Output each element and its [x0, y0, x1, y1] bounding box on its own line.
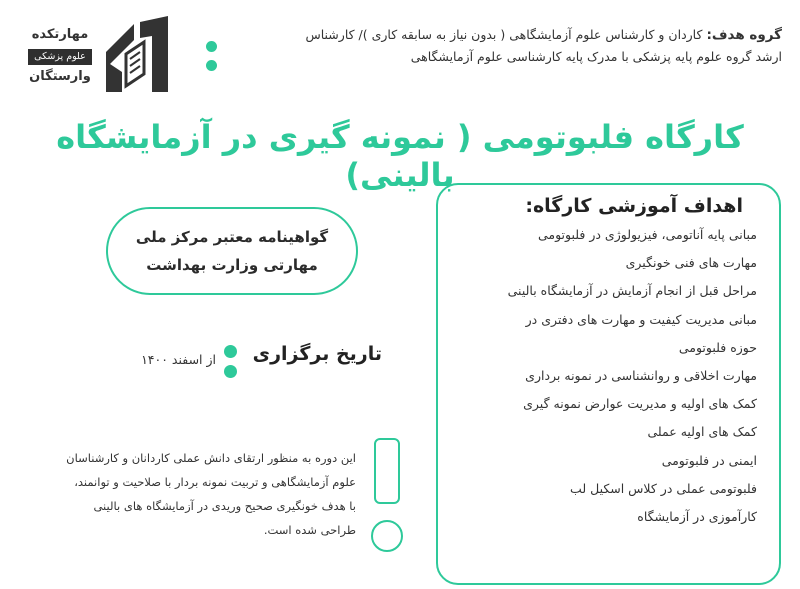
brand-logo [14, 12, 174, 102]
objective-item: مراحل قبل از انجام آزمایش در آزمایشگاه بالینی [507, 283, 757, 299]
certificate-line-2: مهارتی وزارت بهداشت [146, 256, 318, 274]
certificate-line-1: گواهینامه معتبر مرکز ملی [135, 228, 329, 246]
target-group-text-1: کاردان و کارشناس علوم آزمایشگاهی ( بدون نیاز به سابقه کاری )/ کارشناس [305, 27, 703, 42]
description-line: طراحی شده است. [263, 523, 356, 537]
objective-item: کارآموزی در آزمایشگاه [637, 509, 757, 525]
date-label: تاریخ برگزاری [252, 343, 382, 365]
objective-item: حوزه فلبوتومی [678, 339, 757, 355]
logo-line-3: وارستگان [29, 69, 91, 84]
target-group [222, 24, 782, 68]
description [46, 446, 356, 542]
description-line: با هدف خونگیری صحیح وریدی در آزمایشگاه های بالینی [93, 499, 356, 513]
logo-line-2: علوم پزشکی [28, 49, 92, 65]
objective-item: کمک های اولیه عملی [647, 424, 757, 440]
date-value: از اسفند ۱۴۰۰ [141, 352, 216, 367]
objective-item: فلبوتومی عملی در کلاس اسکیل لب [570, 480, 757, 496]
target-group-line-1 [222, 24, 782, 46]
objective-item: مبانی پایه آناتومی، فیزیولوژی در فلبوتومی [537, 227, 757, 242]
exclamation-icon [374, 438, 400, 504]
bullet-dot-icon [206, 60, 217, 71]
bullet-dot-icon [206, 41, 217, 52]
exclamation-dot-icon [371, 520, 403, 552]
objectives-list [448, 221, 757, 531]
target-group-line-2 [222, 46, 782, 68]
objective-item: کمک های اولیه و مدیریت عوارض نمونه گیری [523, 396, 757, 412]
colon-dots-icon [224, 345, 238, 381]
logo-text [14, 26, 106, 86]
page-title: کارگاه فلبوتومی ( نمونه گیری در آزمایشگاه بالینی) [56, 118, 744, 194]
target-group-label: گروه هدف: [706, 27, 782, 43]
objectives-title: اهداف آموزشی کارگاه: [525, 195, 743, 217]
objective-item: مهارت اخلاقی و روانشناسی در نمونه برداری [525, 368, 757, 384]
logo-line-1: مهارتکده [31, 27, 89, 42]
objective-item: مهارت های فنی خونگیری [625, 255, 757, 271]
objectives-box [436, 183, 781, 585]
book-logo-icon [104, 14, 174, 94]
objective-item: مبانی مدیریت کیفیت و مهارت های دفتری در [525, 311, 757, 327]
description-line: این دوره به منظور ارتقای دانش عملی کاردانان و کارشناسان [66, 451, 356, 465]
description-line: علوم آزمایشگاهی و تربیت نمونه بردار با صلاحیت و توانمند، [74, 475, 356, 489]
certificate-badge [106, 207, 358, 295]
target-group-text-2: ارشد گروه علوم پایه پزشکی با مدرک پایه کارشناسی علوم آزمایشگاهی [410, 49, 782, 64]
objective-item: ایمنی در فلبوتومی [661, 452, 757, 468]
